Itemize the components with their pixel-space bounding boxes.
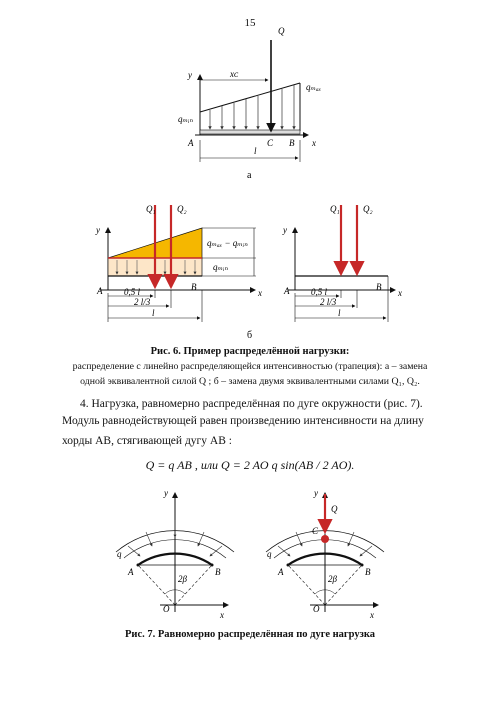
- fig6a-xc-label: xᴄ: [230, 69, 239, 79]
- fig6a-sublabel: а: [247, 170, 252, 181]
- fig6-panel-b-right: [288, 205, 395, 322]
- fig7-right-Q-label: Q: [331, 504, 338, 514]
- fig6b-left-diff-label: qₘₐₓ − qₘᵢₙ: [207, 238, 248, 248]
- fig6a-y-label: y: [188, 70, 192, 80]
- fig6b-right-d2-label: 2 l/3: [320, 297, 337, 307]
- fig6a-B-label: B: [289, 138, 295, 148]
- fig7-right-C-label: C: [312, 526, 319, 536]
- fig6b-right-d1-label: 0,5 l: [311, 287, 328, 297]
- fig7-left-x-label: x: [220, 610, 224, 620]
- fig6b-left-Q2-label: Q₂: [177, 204, 187, 214]
- fig7-left-O-label: O: [163, 604, 170, 614]
- fig7-right-y-label: y: [314, 488, 318, 498]
- fig6b-right-Q1-label: Q₁: [330, 204, 340, 214]
- fig7-right-B-label: B: [365, 567, 371, 577]
- fig7-right-A-label: A: [278, 567, 284, 577]
- fig6a-qmin-label: qₘᵢₙ: [178, 114, 194, 124]
- paragraph-line2: Модуль равнодействующей равен произведению интенсивности на длину: [62, 415, 424, 427]
- fig6b-right-l-label: l: [338, 308, 341, 318]
- fig6b-right-A-label: A: [284, 286, 290, 296]
- fig6b-left-d1-label: 0,5 l: [124, 287, 141, 297]
- fig6b-left-d2-label: 2 l/3: [134, 297, 151, 307]
- formula: Q = q AB , или Q = 2 AO q sin(AB / 2 AO).: [145, 458, 355, 472]
- fig6a-x-label: x: [312, 138, 316, 148]
- fig7-left-angle-label: 2β: [178, 574, 187, 584]
- paragraph-line3: хорды AB, стягивающей дугу AB :: [62, 435, 232, 447]
- fig6b-left-l-label: l: [152, 308, 155, 318]
- fig6a-C-label: C: [267, 138, 274, 148]
- fig6-caption-title: Рис. 6. Пример распределённой нагрузки:: [150, 346, 350, 357]
- fig6b-right-x-label: x: [398, 288, 402, 298]
- fig7-right-q-label: q: [267, 549, 272, 559]
- fig7-right-x-label: x: [370, 610, 374, 620]
- fig6b-sublabel: б: [247, 330, 253, 341]
- fig6a-Q-label: Q: [278, 26, 285, 36]
- fig6b-left-x-label: x: [258, 288, 262, 298]
- fig6b-left-qmin-label: qₘᵢₙ: [213, 262, 229, 272]
- fig7-left-A-label: A: [128, 567, 134, 577]
- fig6a-qmax-label: qₘₐₓ: [306, 82, 322, 92]
- fig7-left: [116, 493, 234, 612]
- fig6-caption-line2: одной эквивалентной силой Q ; б – замена двумя эквивалентными силами Q₁, Q₂.: [80, 376, 420, 387]
- paragraph-line1: 4. Нагрузка, равномерно распределённая по дуге окружности (рис. 7).: [80, 398, 423, 410]
- fig6a-l-label: l: [254, 146, 257, 156]
- fig7-right: [266, 493, 384, 612]
- page-number: 15: [244, 17, 256, 29]
- fig7-caption: Рис. 7. Равномерно распределённая по дуге нагрузка: [124, 629, 375, 640]
- fig7-left-y-label: y: [164, 488, 168, 498]
- fig6-panel-b-left: [100, 205, 256, 322]
- fig6b-left-Q1-label: Q₁: [146, 204, 156, 214]
- fig7-left-B-label: B: [215, 567, 221, 577]
- fig6b-right-B-label: B: [376, 282, 382, 292]
- fig6b-right-y-label: y: [283, 225, 287, 235]
- fig7-right-O-label: O: [313, 604, 320, 614]
- fig7-left-q-label: q: [117, 549, 122, 559]
- fig6b-left-y-label: y: [96, 225, 100, 235]
- fig6-caption-line1: распределение с линейно распределяющейся интенсивностью (трапеция): а – замена: [72, 361, 428, 372]
- fig6b-right-Q2-label: Q₂: [363, 204, 373, 214]
- fig6b-left-B-label: B: [191, 282, 197, 292]
- fig6b-left-A-label: A: [97, 286, 103, 296]
- fig6a-A-label: A: [188, 138, 194, 148]
- fig7-right-angle-label: 2β: [328, 574, 337, 584]
